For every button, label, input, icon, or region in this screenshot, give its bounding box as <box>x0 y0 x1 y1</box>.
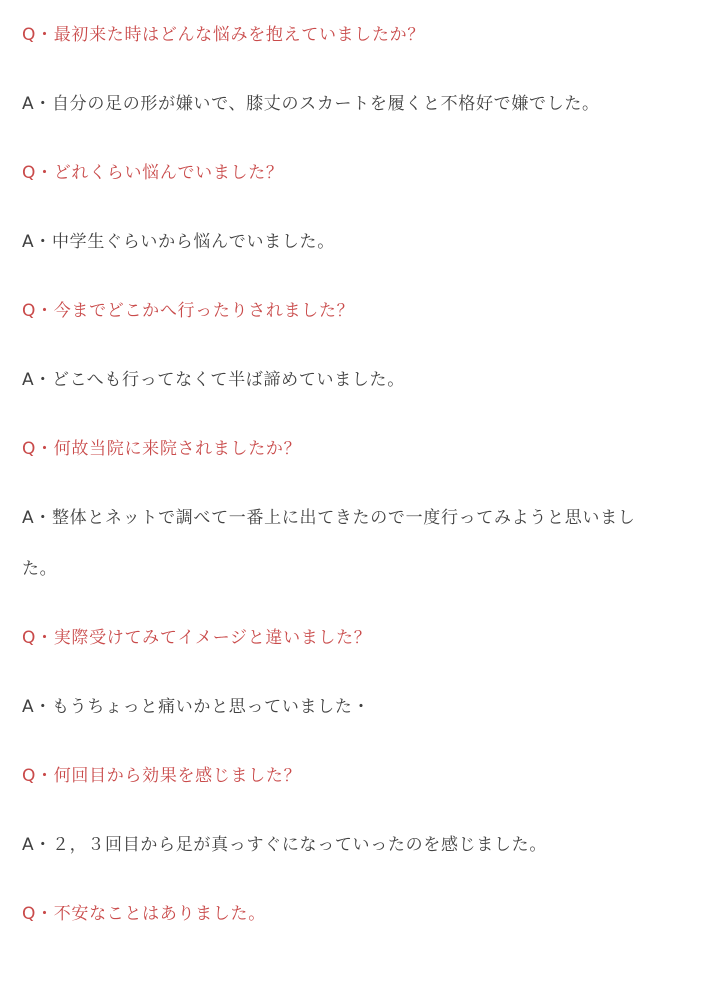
question-6-text: Q・何回目から効果を感じました？ <box>22 766 302 786</box>
answer-4-text-line2: た。 <box>22 559 58 579</box>
question-2-text: Q・どれくらい悩んでいました？ <box>22 163 284 183</box>
answer-2 <box>22 217 690 268</box>
question-5-text: Q・実際受けてみてイメージと違いました？ <box>22 628 372 648</box>
answer-6-text: A・２，３回目から足が真っすぐになっていったのを感じました。 <box>22 835 548 855</box>
question-7 <box>22 889 690 940</box>
answer-1-text: A・自分の足の形が嫌いで、膝丈のスカートを履くと不格好で嫌でした。 <box>22 94 600 114</box>
answer-1 <box>22 79 690 130</box>
question-7-text: Q・不安なことはありました。 <box>22 904 266 924</box>
answer-5-text: A・もうちょっと痛いかと思っていました・ <box>22 697 371 717</box>
answer-6 <box>22 820 690 871</box>
question-1 <box>22 10 690 61</box>
answer-2-text: A・中学生ぐらいから悩んでいました。 <box>22 232 335 252</box>
question-4 <box>22 424 690 475</box>
question-1-text: Q・最初来た時はどんな悩みを抱えていましたか？ <box>22 25 426 45</box>
question-3-text: Q・今までどこかへ行ったりされました？ <box>22 301 355 321</box>
question-4-text: Q・何故当院に来院されましたか？ <box>22 439 302 459</box>
answer-3 <box>22 355 690 406</box>
question-3 <box>22 286 690 337</box>
answer-3-text: A・どこへも行ってなくて半ば諦めていました。 <box>22 370 405 390</box>
answer-5 <box>22 682 690 733</box>
answer-4-text-line1: A・整体とネットで調べて一番上に出てきたので一度行ってみようと思いまし <box>22 508 636 528</box>
question-2 <box>22 148 690 199</box>
question-5 <box>22 613 690 664</box>
question-6 <box>22 751 690 802</box>
answer-4 <box>22 493 690 595</box>
